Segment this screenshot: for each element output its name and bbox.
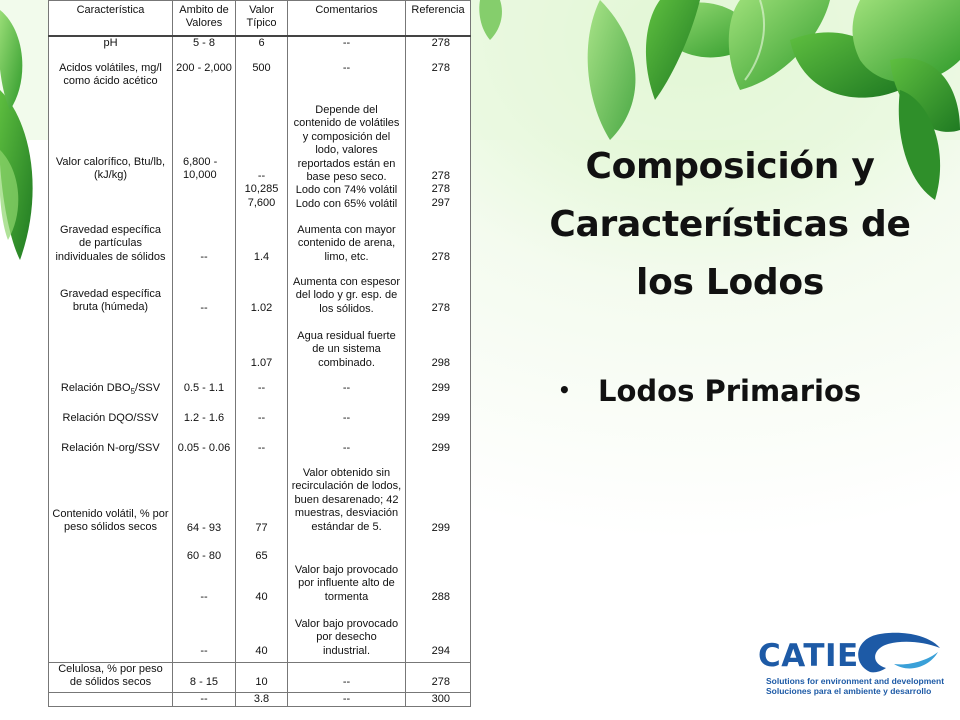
header-caracteristica: Característica (49, 1, 173, 37)
table-row: Relación N-org/SSV 0.05 - 0.06 -- -- 299 (49, 442, 471, 466)
table-row: Gravedad específica de partículas individuales de sólidos -- 1.4 Aumenta con mayor contenido de arena, limo, etc. 278 (49, 218, 471, 276)
header-referencia: Referencia (406, 1, 471, 37)
header-comentarios: Comentarios (288, 1, 406, 37)
table-row: pH 5 - 8 6 -- 278 (49, 36, 471, 62)
table-row: 1.07 Agua residual fuerte de un sistema combinado. 298 (49, 330, 471, 382)
catie-swoosh-icon (850, 628, 942, 678)
table-row: -- 40 Valor bajo provocado por influente alto de tormenta 288 (49, 564, 471, 618)
header-valor-tipico: Valor Típico (236, 1, 288, 37)
catie-logo: CATIE Solutions for environment and development Soluciones para el ambiente y desarrollo (754, 628, 944, 698)
table-row: Contenido volátil, % por peso sólidos secos 64 - 93 77 Valor obtenido sin recirculación de lodos, buen desarenado; 42 muestras, desviación estándar de 5. 299 (49, 466, 471, 550)
table-row: Relación DQO/SSV 1.2 - 1.6 -- -- 299 (49, 412, 471, 442)
table-row: Celulosa, % por peso de sólidos secos 8 - 15 10 -- 278 (49, 662, 471, 692)
table-row: Valor calorífico, Btu/lb, (kJ/kg) 6,800 - 10,000 -- 10,285 7,600 Depende del contenido de volátiles y composición del lodo, valores reportados están en base peso seco. Lodo con 74% volátil Lodo con 65% volátil 278 278 297 (49, 104, 471, 218)
table-row: -- 40 Valor bajo provocado por desecho industrial. 294 (49, 618, 471, 662)
bullet-dot-icon: • (558, 378, 571, 402)
table-row: Acidos volátiles, mg/l como ácido acético 200 - 2,000 500 -- 278 (49, 62, 471, 104)
slide: Característica Ambito de Valores Valor Típico Comentarios Referencia pH 5 - 8 6 -- 278 Acidos volátiles, mg/l como ácido acético 200 - 2,000 500 -- 278 Valor calorífico, Btu/lb, (kJ/kg) 6,800 - 10,000 -- 10,285 7,600 Depende del contenido de volátiles y composición del lodo, valores reportados están en base peso seco. Lodo con 74% volátil Lodo con 65% volátil 278 278 297 Gravedad específica de partículas individuales de sólidos -- 1.4 Aumenta con mayor contenido de arena, limo, etc. 278 Gravedad específica bruta (húmeda) -- 1.02 Aumenta con espesor del lodo y gr. esp. de los sólidos. 278 1.07 Agua residual fuerte de un sistema combinado. 298 Relación $DBO_5$/SSV 0.5 - 1.1 -- -- 299 Relación DQO/SSV 1.2 - 1.6 -- -- 299 Relación N-org/SSV 0.05 - 0.06 -- -- 299 Contenido volátil, % por peso sólidos secos 64 - 93 77 Valor obtenido sin recirculación de lodos, buen desarenado; 42 muestras, desviación estándar de 5. 299 60 - 80 65 -- 40 Valor bajo provocado por influente alto de tormenta 288 -- 40 Valor bajo provocado por desecho industrial. 294 Celulosa, % por peso de sólidos secos 8 - 15 10 -- 278 -- 3.8 -- 300 Composición y Características de los Lodos • Lodos Primarios CATIE Solutions for environment and development Soluciones para el ambiente y desarrollo (0, 0, 960, 720)
header-ambito: Ambito de Valores (173, 1, 236, 37)
sludge-characteristics-table (48, 0, 470, 714)
slide-title: Composición y Características de los Lodos (549, 146, 911, 303)
table-row: -- 3.8 -- 300 (49, 692, 471, 706)
table-row: 60 - 80 65 (49, 550, 471, 564)
table-row: Relación $DBO_5$/SSV 0.5 - 1.1 -- -- 299 (49, 382, 471, 412)
table-row: Gravedad específica bruta (húmeda) -- 1.02 Aumenta con espesor del lodo y gr. esp. de los sólidos. 278 (49, 276, 471, 330)
